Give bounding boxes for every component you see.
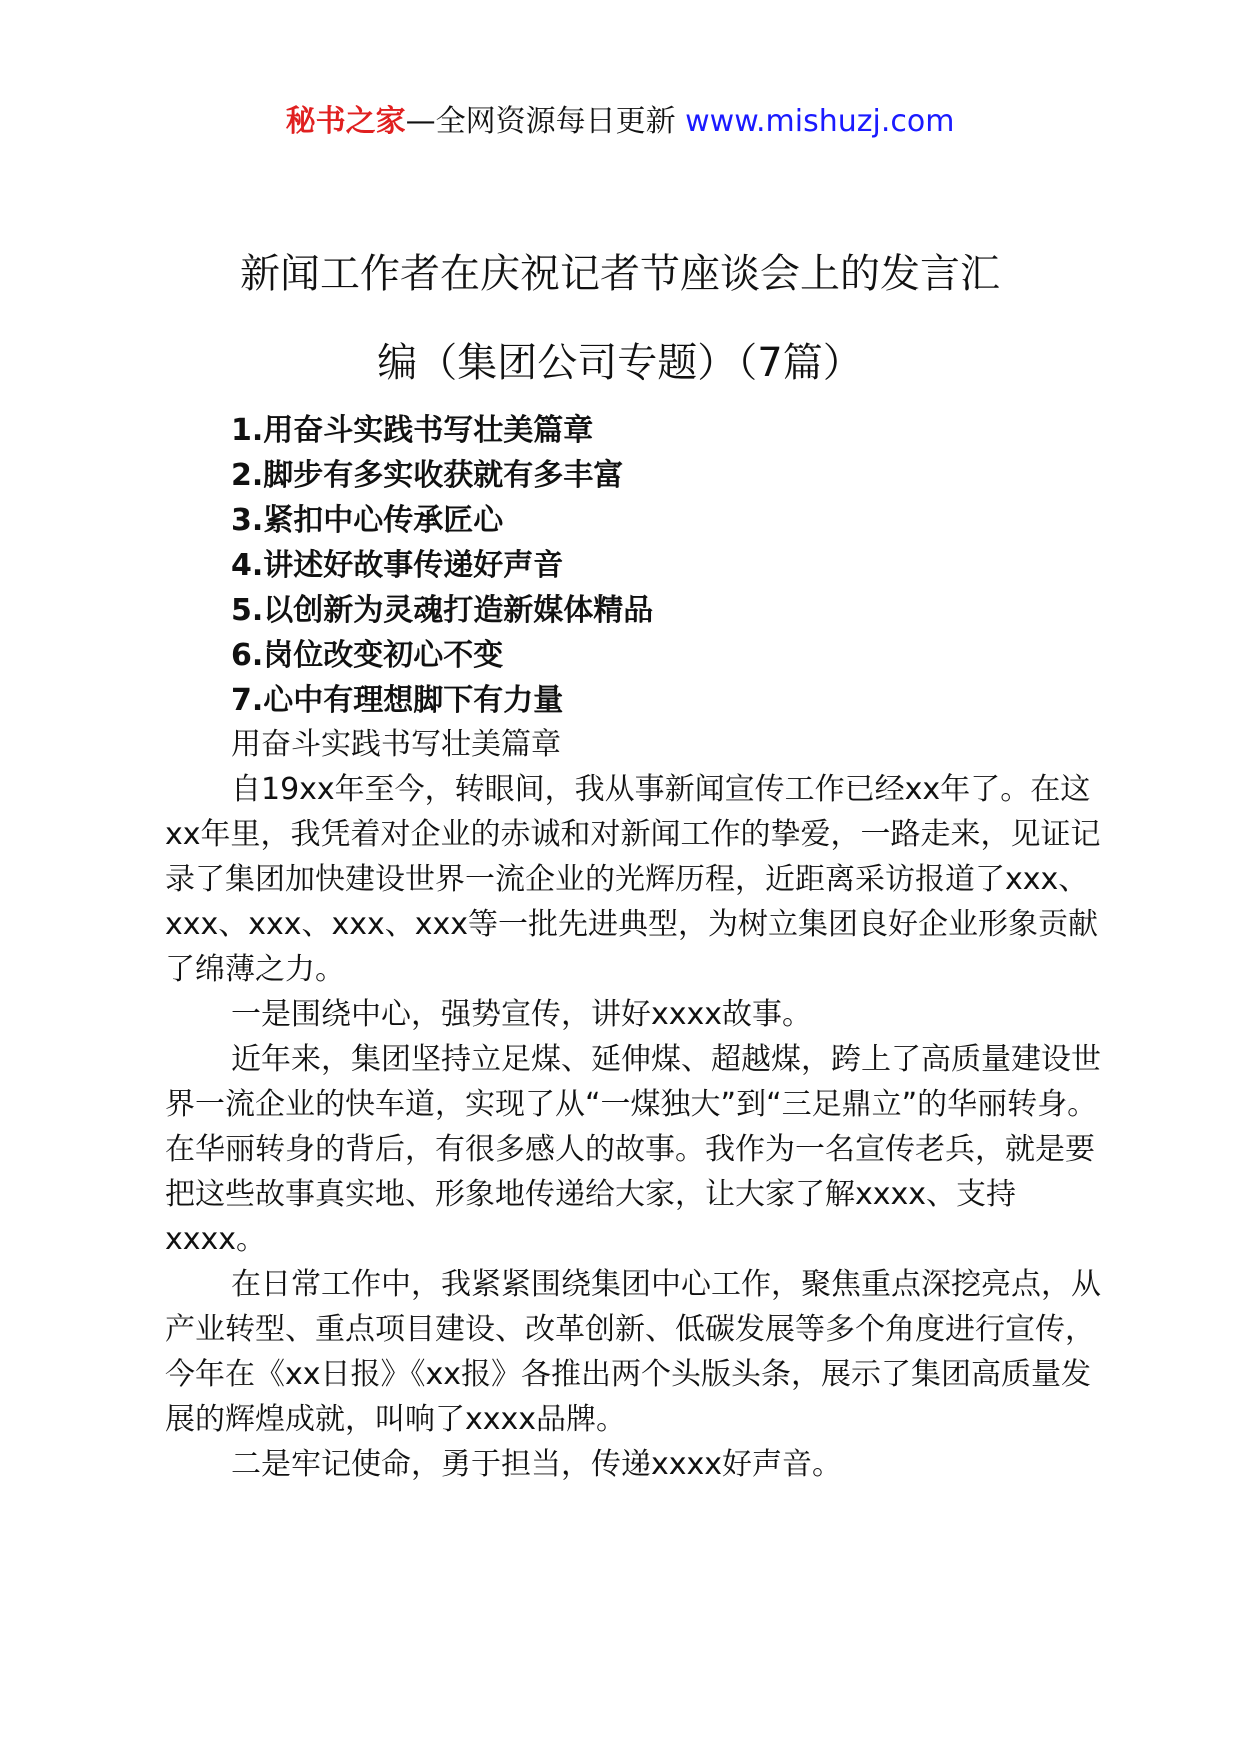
body-paragraph: 自19xx年至今，转眼间，我从事新闻宣传工作已经xx年了。在这xx年里，我凭着对企业的赤诚和对新闻工作的挚爱，一路走来，见证记录了集团加快建设世界一流企业的光辉历程，近距离采访报道了xxx、xxx、xxx、xxx、xxx等一批先进典型，为树立集团良好企业形象贡献了绵薄之力。 — [165, 772, 1101, 987]
body-paragraph: 近年来，集团坚持立足煤、延伸煤、超越煤，跨上了高质量建设世界一流企业的快车道，实现了从“一煤独大”到“三足鼎立”的华丽转身。在华丽转身的背后，有很多感人的故事。我作为一名宣传老兵，就是要把这些故事真实地、形象地传递给大家，让大家了解xxxx、支持xxxx。 — [165, 1042, 1101, 1257]
brand-name: 秘书之家 — [285, 104, 406, 139]
document-title-line-1: 新闻工作者在庆祝记者节座谈会上的发言汇 — [240, 251, 1000, 297]
site-header — [0, 100, 1240, 144]
table-of-contents — [231, 408, 653, 723]
toc-item: 7.心中有理想脚下有力量 — [231, 683, 564, 718]
site-tagline: —全网资源每日更新 — [405, 104, 686, 139]
toc-item: 4.讲述好故事传递好声音 — [231, 548, 564, 583]
section-heading: 用奋斗实践书写壮美篇章 — [231, 727, 561, 762]
document-body — [165, 722, 1110, 1487]
body-paragraph: 在日常工作中，我紧紧围绕集团中心工作，聚焦重点深挖亮点，从产业转型、重点项目建设、改革创新、低碳发展等多个角度进行宣传，今年在《xx日报》《xx报》各推出两个头版头条，展示了集团高质量发展的辉煌成就，叫响了xxxx品牌。 — [165, 1267, 1101, 1437]
site-url-link[interactable]: www.mishuzj.com — [685, 104, 955, 139]
toc-item: 3.紧扣中心传承匠心 — [231, 503, 504, 538]
toc-item: 2.脚步有多实收获就有多丰富 — [231, 458, 624, 493]
toc-item: 5.以创新为灵魂打造新媒体精品 — [231, 593, 654, 628]
toc-item: 6.岗位改变初心不变 — [231, 638, 504, 673]
toc-item: 1.用奋斗实践书写壮美篇章 — [231, 413, 594, 448]
body-paragraph: 二是牢记使命，勇于担当，传递xxxx好声音。 — [231, 1447, 843, 1482]
document-title-line-2: 编（集团公司专题）（7篇） — [377, 340, 863, 386]
body-paragraph: 一是围绕中心，强势宣传，讲好xxxx故事。 — [231, 997, 813, 1032]
